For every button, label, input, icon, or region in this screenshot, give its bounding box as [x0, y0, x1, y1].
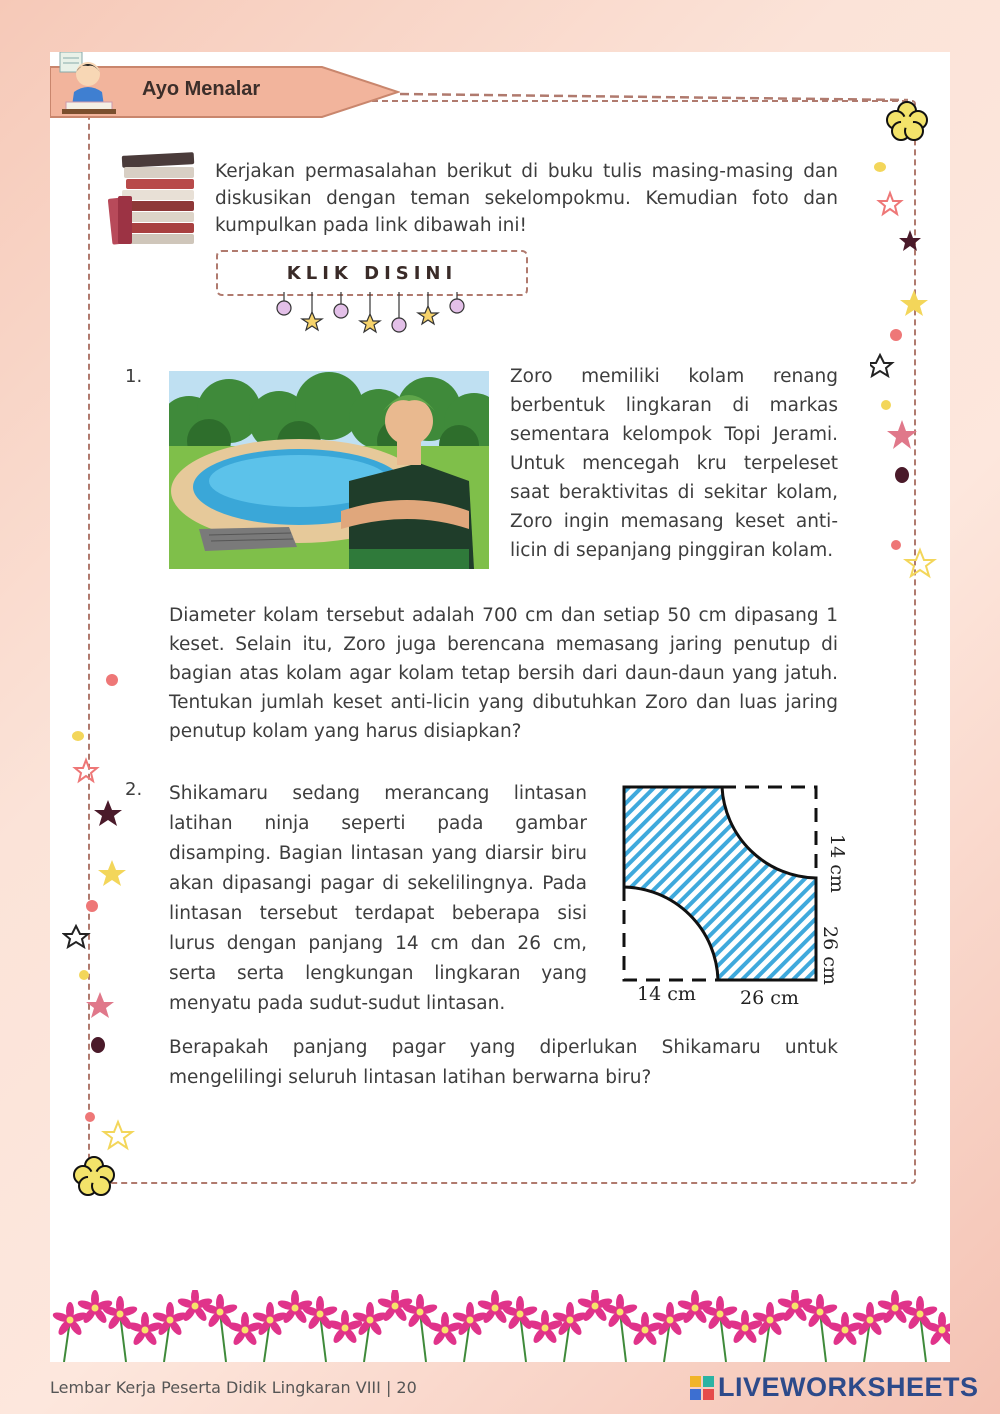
question-1-intro-text: Zoro memiliki kolam renang berbentuk lingkaran di markas sementara kelompok Topi Jerami. Untuk mencegah kru terpeleset saat beraktivitas di sekitar kolam, Zoro ingin memasang keset anti-licin di sepanjang pinggiran kolam. — [510, 366, 838, 561]
decorative-stars-left — [62, 670, 142, 1200]
decorative-stars-right — [870, 95, 960, 595]
liveworksheets-icon — [690, 1376, 714, 1400]
pool-illustration — [169, 371, 489, 573]
books-icon — [108, 150, 200, 250]
brand-name: LIVEWORKSHEETS — [718, 1372, 979, 1402]
section-title: Ayo Menalar — [142, 78, 261, 100]
label-bottom-right: 26 cm — [740, 987, 799, 1009]
page-footer: Lembar Kerja Peserta Didik Lingkaran VIII | 20 — [50, 1378, 417, 1397]
header-dashed-line — [398, 90, 918, 104]
label-right-bottom: 26 cm — [819, 926, 841, 985]
brand-logo[interactable] — [690, 1372, 979, 1403]
instruction-text: Kerjakan permasalahan berikut di buku tulis masing-masing dan diskusikan dengan teman sekelompokmu. Kemudian foto dan kumpulkan pada link dibawah ini! — [215, 161, 838, 236]
question-1-body-text: Diameter kolam tersebut adalah 700 cm dan setiap 50 cm dipasang 1 keset. Selain itu, Zoro juga berencana memasang jaring penutup di bagian atas kolam agar kolam tetap bersih dari daun-daun yang jatuh. Tentukan jumlah keset anti-licin yang dibutuhkan Zoro dan luas jaring penutup kolam yang harus disiapkan? — [169, 605, 838, 742]
flower-border — [50, 1290, 950, 1362]
question-2-intro-text: Shikamaru sedang merancang lintasan latihan ninja seperti pada gambar disamping. Bagian lintasan yang diarsir biru akan dipasangi pagar di sekelilingnya. Pada lintasan tersebut terdapat beberapa sisi lurus dengan panjang 14 cm dan 26 cm, serta serta lengkungan lingkaran yang menyatu pada sudut-sudut lintasan. — [169, 783, 587, 1014]
hanging-ornaments — [270, 292, 470, 342]
question-number: 1. — [125, 366, 143, 387]
question-number: 2. — [125, 779, 143, 800]
label-right-top: 14 cm — [826, 834, 848, 893]
question-2-body-text: Berapakah panjang pagar yang diperlukan Shikamaru untuk mengelilingi seluruh lintasan latihan berwarna biru? — [169, 1037, 838, 1088]
student-reading-icon — [58, 52, 120, 120]
label-bottom-left: 14 cm — [637, 983, 696, 1005]
track-figure — [612, 776, 852, 1016]
submit-link-button[interactable]: KLIK DISINI — [216, 250, 528, 296]
